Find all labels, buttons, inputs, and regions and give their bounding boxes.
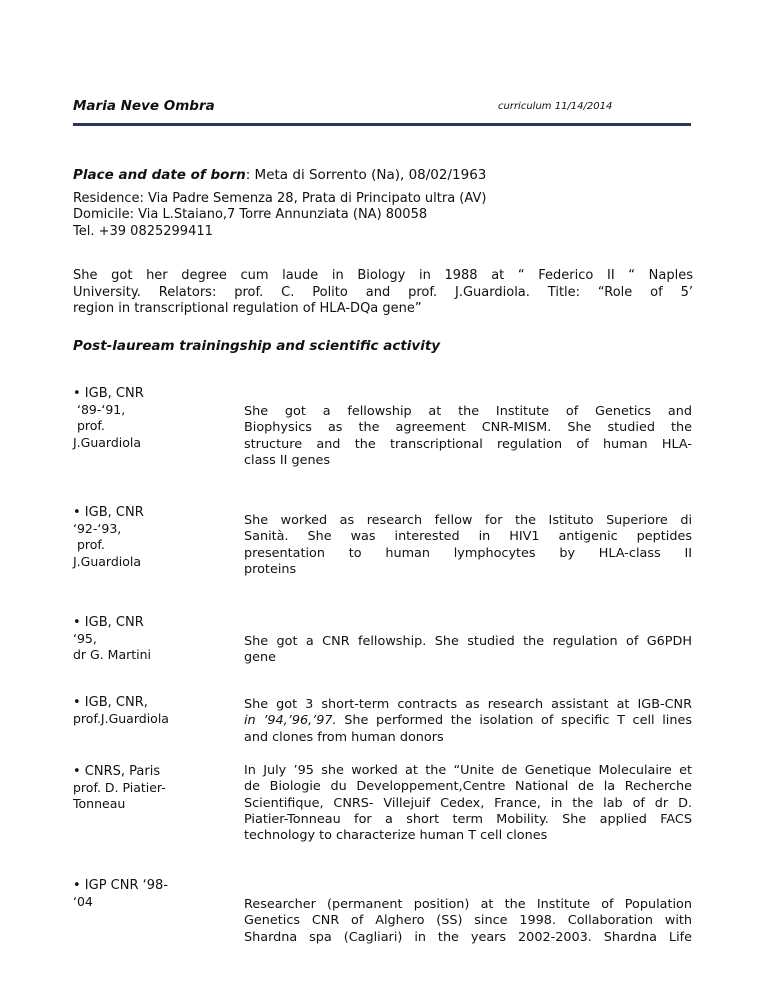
entry-description xyxy=(244,634,692,667)
degree-line: region in transcriptional regulation of HLA-DQa gene” xyxy=(73,301,422,316)
entry-institution xyxy=(73,386,193,451)
curriculum-date: curriculum 11/14/2014 xyxy=(498,101,613,112)
entry-text-line: de Biologie du Developpement,Centre National de la Recherche xyxy=(244,779,692,795)
entry-left-line: • IGB, CNR xyxy=(73,386,144,401)
degree-paragraph xyxy=(73,268,693,318)
entry-left-line: prof. D. Piatier- xyxy=(73,780,166,796)
entry-left-line: J.Guardiola xyxy=(73,434,142,450)
header-divider xyxy=(73,123,691,126)
entry-text-line: gene xyxy=(244,650,276,666)
born-value: : Meta di Sorrento (Na), 08/02/1963 xyxy=(245,167,487,183)
entry-institution xyxy=(73,695,193,727)
entry-text-line: Biophysics as the agreement CNR-MISM. She studied the xyxy=(244,420,692,436)
born-label: Place and date of born xyxy=(73,167,246,183)
degree-line: University. Relators: prof. C. Polito and prof. J.Guardiola. Title: “Role of 5’ xyxy=(73,284,693,300)
entry-text-line: She got 3 short-term contracts as research assistant at IGB-CNR xyxy=(244,697,692,712)
entry-text-line: structure and the transcriptional regulation of human HLA- xyxy=(244,436,692,452)
entry-left-line: • IGB, CNR, xyxy=(73,695,148,710)
entry-text-line: and clones from human donors xyxy=(244,729,444,745)
entry-text-line: Genetics CNR of Alghero (SS) since 1998. Collaboration with xyxy=(244,913,692,929)
entry-text-line: Piatier-Tonneau for a short term Mobility. She applied FACS xyxy=(244,811,692,827)
personal-info xyxy=(73,167,693,240)
entry-left-line: Tonneau xyxy=(73,796,126,812)
entry-text-line: Shardna spa (Cagliari) in the years 2002-2003. Shardna Life xyxy=(244,929,692,945)
phone-line: Tel. +39 0825299411 xyxy=(73,223,213,239)
entry-left-line: • IGB, CNR xyxy=(73,505,144,520)
entry-left-line: ‘89-‘91, xyxy=(73,402,126,418)
entry-institution xyxy=(73,764,193,813)
entry-years: in ’94,’96,’97. xyxy=(244,713,337,729)
entry-description xyxy=(244,897,692,946)
entry-text-line: technology to characterize human T cell clones xyxy=(244,828,548,844)
entry-institution xyxy=(73,878,193,910)
entry-description xyxy=(244,697,692,746)
entry-left-line: dr G. Martini xyxy=(73,647,152,663)
entry-text-line: Sanità. She was interested in HIV1 antigenic peptides xyxy=(244,529,692,545)
entry-left-line: prof. xyxy=(73,418,105,434)
entry-text-line: class II genes xyxy=(244,452,331,468)
entry-text-line: presentation to human lymphocytes by HLA-class II xyxy=(244,545,692,561)
entry-institution xyxy=(73,505,193,570)
entry-text-line: proteins xyxy=(244,561,297,577)
entry-description xyxy=(244,763,692,844)
domicile-line: Domicile: Via L.Staiano,7 Torre Annunziata (NA) 80058 xyxy=(73,207,428,222)
entry-left-line: ‘04 xyxy=(73,894,93,910)
residence-line: Residence: Via Padre Semenza 28, Prata di Principato ultra (AV) xyxy=(73,190,487,206)
author-name: Maria Neve Ombra xyxy=(73,98,215,114)
section-title: Post-lauream trainingship and scientific activity xyxy=(73,338,441,354)
entry-left-line: • IGP CNR ‘98- xyxy=(73,878,169,893)
entry-description xyxy=(244,404,692,469)
entry-left-line: prof. xyxy=(73,537,105,553)
entry-text-line: In July ’95 she worked at the “Unite de Genetique Moleculaire et xyxy=(244,763,692,778)
entry-text-line: Scientifique, CNRS- Villejuif Cedex, France, in the lab of dr D. xyxy=(244,795,692,811)
entry-text-rest: She performed the isolation of specific T cell lines xyxy=(336,713,692,729)
entry-text-line: Researcher (permanent position) at the Institute of Population xyxy=(244,897,692,912)
entry-left-line: ‘95, xyxy=(73,631,97,647)
entry-institution xyxy=(73,615,193,664)
degree-line: She got her degree cum laude in Biology in 1988 at “ Federico II “ Naples xyxy=(73,268,693,283)
entry-left-line: • IGB, CNR xyxy=(73,615,144,630)
entry-left-line: ‘92-‘93, xyxy=(73,521,122,537)
entry-text-line xyxy=(244,713,692,729)
entry-left-line: prof.J.Guardiola xyxy=(73,711,169,727)
entry-left-line: J.Guardiola xyxy=(73,553,142,569)
entry-left-line: • CNRS, Paris xyxy=(73,764,161,779)
entry-text-line: She got a fellowship at the Institute of Genetics and xyxy=(244,404,692,419)
entry-text-line: She worked as research fellow for the Istituto Superiore di xyxy=(244,513,692,528)
entry-description xyxy=(244,513,692,578)
entry-text-line: She got a CNR fellowship. She studied the regulation of G6PDH xyxy=(244,634,692,649)
